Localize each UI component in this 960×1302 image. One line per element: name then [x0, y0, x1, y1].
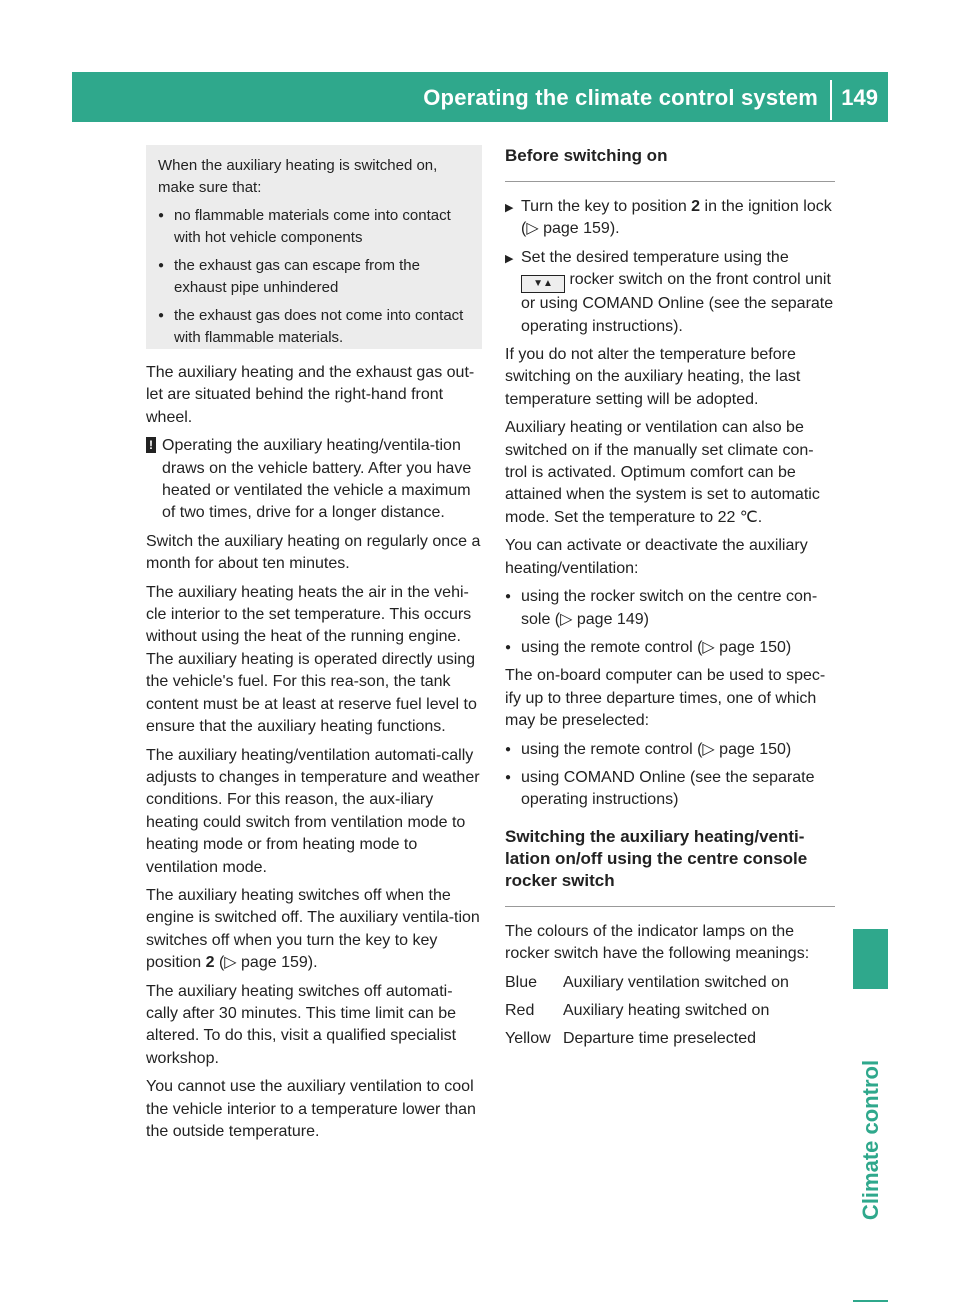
paragraph: The on-board computer can be used to spec-ify up to three departure times, one of which may be preselected: — [505, 667, 826, 730]
page-number: 149 — [841, 85, 878, 110]
lamp-row — [505, 1028, 835, 1050]
paragraph: The auxiliary heating heats the air in the vehi-cle interior to the set temperature. This occurs without using the heat of the running engine. The auxiliary heating is operated directly using the vehicle's fuel. For this rea-son, the tank content must be at least at reserve fuel level to ensure that the auxiliary heating functions. — [146, 583, 477, 736]
page-reference: in the ignition lock (▷ page 159). — [521, 198, 832, 238]
rocker-switch-icon: ▼▲ — [521, 275, 565, 293]
paragraph: The auxiliary heating switches off automati-cally after 30 minutes. This time limit can be altered. To do this, visit a qualified specialist workshop. — [146, 982, 457, 1067]
lamp-color: Yellow — [505, 1030, 551, 1048]
page-reference: (▷ page 159). — [214, 954, 318, 972]
text: Set the desired temperature using the — [521, 248, 789, 266]
warning-icon: ! — [146, 437, 156, 453]
paragraph: If you do not alter the temperature before switching on the auxiliary heating, the last temperature setting will be adopted. — [505, 346, 801, 408]
paragraph: The colours of the indicator lamps on the rocker switch have the following meanings: — [505, 922, 810, 963]
bullet: ● using the remote control (▷ page 150) — [505, 739, 835, 761]
text: The auxiliary heating switches off when the engine is switched off. The auxiliary ventila-tion switches off when you turn the key to key position — [146, 886, 480, 972]
side-tab-label-area — [853, 1000, 888, 1300]
lamp-row — [505, 1000, 835, 1022]
lamp-meaning: Auxiliary ventilation switched on — [563, 973, 789, 991]
lamp-color: Blue — [505, 973, 538, 991]
key-position: 2 — [691, 198, 701, 215]
paragraph: The auxiliary heating and the exhaust gas out-let are situated behind the right-hand front wheel. — [146, 364, 475, 426]
paragraph: Auxiliary heating or ventilation can also be switched on if the manually set climate con-trol is activated. Optimum comfort can be attained when the system is set to automatic mode. Set the temperature to 22 ℃. — [505, 419, 820, 526]
divider — [505, 906, 835, 907]
warning-text: Operating the auxiliary heating/ventila-tion draws on the vehicle battery. After you have heated or ventilated the vehicle a maximum of two times, drive for a longer distance. — [162, 437, 472, 522]
right-column — [505, 145, 835, 1057]
header-bar — [72, 72, 888, 122]
step — [505, 247, 835, 338]
bullet: ● using the rocker switch on the centre con-sole (▷ page 149) — [505, 586, 835, 631]
divider — [505, 181, 835, 182]
paragraph — [146, 885, 482, 975]
step — [505, 196, 835, 241]
paragraph: Switch the auxiliary heating on regularly once a month for about ten minutes. — [146, 532, 481, 573]
side-tab-marker — [853, 929, 888, 989]
section-heading: Switching the auxiliary heating/venti-lation on/off using the centre console rocker switch — [505, 826, 808, 890]
note-bullet: ● the exhaust gas can escape from the exhaust pipe unhindered — [158, 255, 472, 299]
bullet: ● using COMAND Online (see the separate operating instructions) — [505, 767, 835, 812]
paragraph: You cannot use the auxiliary ventilation to cool the vehicle interior to a temperature lower than the outside temperature. — [146, 1078, 476, 1140]
side-tab-label: Climate control — [857, 1059, 883, 1221]
lamp-row — [505, 972, 835, 994]
text: Turn the key to position — [521, 198, 692, 215]
header-divider — [830, 80, 832, 120]
note-bullet: ● the exhaust gas does not come into contact with flammable materials. — [158, 305, 472, 349]
paragraph: You can activate or deactivate the auxiliary heating/ventilation: — [505, 537, 808, 577]
left-column — [146, 362, 482, 1149]
key-position: 2 — [205, 954, 215, 972]
bullet: ● using the remote control (▷ page 150) — [505, 637, 835, 659]
lamp-color: Red — [505, 1001, 535, 1019]
lamp-meaning: Departure time preselected — [563, 1030, 756, 1048]
note-bullet: ● no flammable materials come into contact with hot vehicle components — [158, 205, 472, 249]
paragraph: The auxiliary heating/ventilation automati-cally adjusts to changes in temperature and weather conditions. For this reason, the aux-iliary heating could switch from ventilation mode to heating mode or from heating mode to ventilation mode. — [146, 746, 480, 876]
page-title: Operating the climate control system — [423, 85, 818, 110]
section-heading: Before switching on — [505, 146, 668, 165]
text: rocker switch on the front control unit or using COMAND Online (see the separate operating instructions). — [521, 271, 834, 335]
lamp-meaning: Auxiliary heating switched on — [563, 1001, 770, 1019]
warning-note — [146, 435, 482, 525]
note-box — [146, 145, 482, 349]
note-intro: When the auxiliary heating is switched on, make sure that: — [158, 157, 438, 196]
